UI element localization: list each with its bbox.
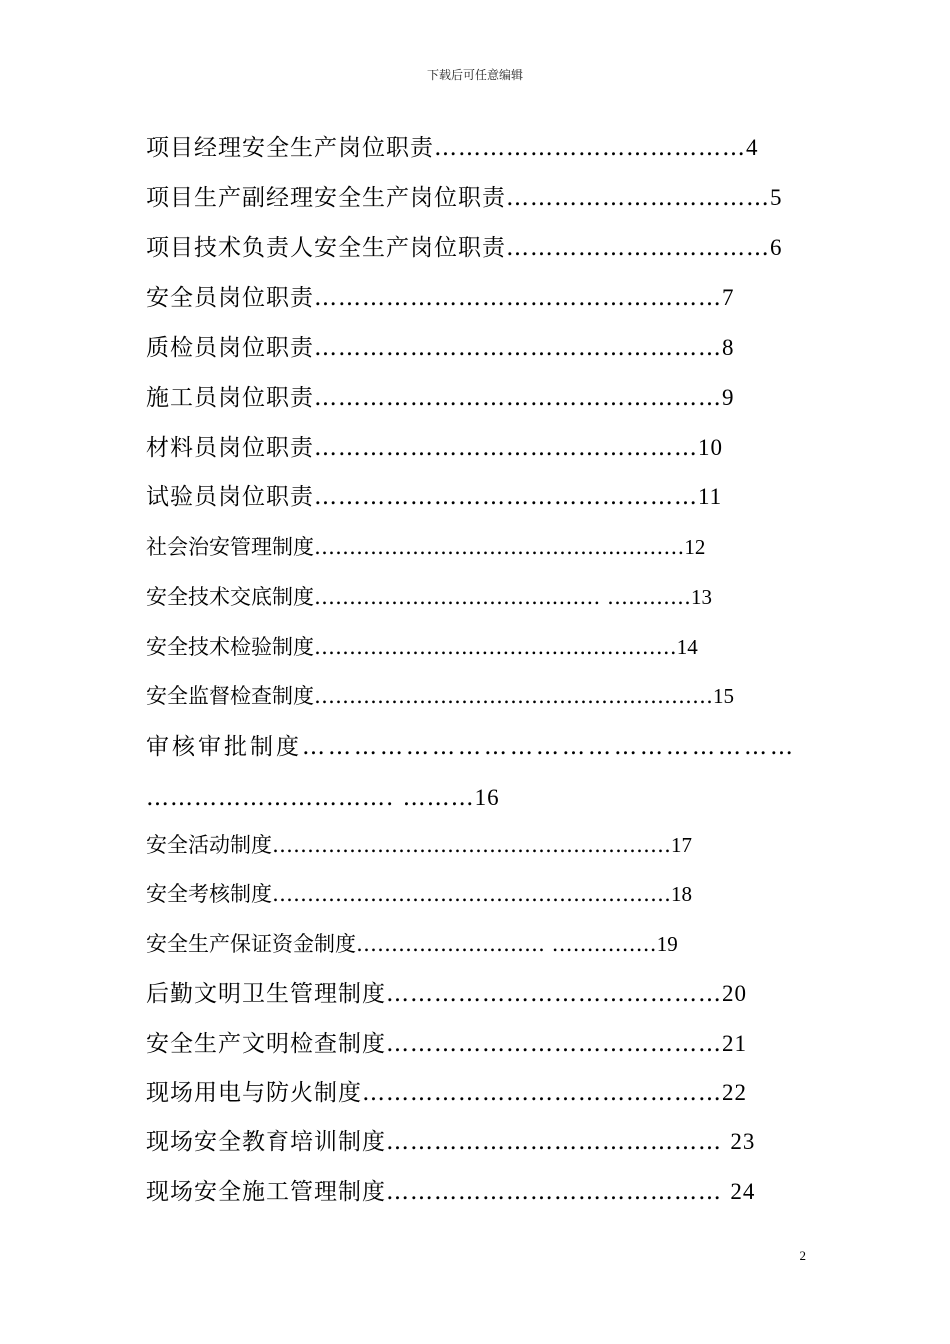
toc-title: 现场安全施工管理制度 — [146, 1179, 386, 1205]
toc-entry[interactable] — [146, 1130, 755, 1154]
toc-entry[interactable] — [146, 735, 796, 759]
toc-leader: …………………………… — [506, 185, 770, 211]
toc-leader: ………………………………………… — [314, 435, 698, 461]
toc-leader: ………………………………… — [434, 135, 746, 161]
toc-leader: ………………………………………… — [314, 484, 698, 510]
toc-entry-continued[interactable] — [146, 786, 500, 810]
toc-title: 安全技术交底制度 — [146, 585, 314, 609]
toc-page: 13 — [691, 585, 713, 609]
toc-page: 24 — [730, 1179, 756, 1204]
toc-entry[interactable] — [146, 982, 747, 1006]
toc-leader: …………………………… — [506, 235, 770, 261]
toc-page: 20 — [722, 981, 747, 1006]
toc-page: 23 — [730, 1129, 756, 1154]
toc-title: 材料员岗位职责 — [146, 435, 314, 461]
toc-entry[interactable] — [146, 286, 735, 310]
toc-leader: …………………………………………… — [314, 335, 722, 361]
toc-entry[interactable] — [146, 686, 734, 707]
toc-leader: ………………………………………………… — [314, 684, 713, 708]
page-number: 2 — [799, 1248, 806, 1263]
toc-title: 审核审批制度 — [146, 734, 302, 760]
toc-page: 21 — [722, 1031, 747, 1056]
toc-entry[interactable] — [146, 136, 759, 160]
toc-page: 15 — [713, 684, 734, 708]
toc-title: 项目生产副经理安全生产岗位职责 — [146, 185, 506, 211]
toc-leader: …………………………………… — [386, 1031, 722, 1057]
toc-entry[interactable] — [146, 587, 712, 608]
toc-leader: ………………………………………………… — [302, 734, 796, 760]
toc-entry[interactable] — [146, 336, 735, 360]
toc-entry[interactable] — [146, 637, 698, 658]
toc-leader: ……………………………………… — [362, 1080, 722, 1106]
toc-leader: ……………………………………..……… — [314, 535, 685, 559]
toc-entry[interactable] — [146, 1180, 755, 1204]
toc-leader: …………………..……………..………… — [314, 635, 677, 659]
toc-entry[interactable] — [146, 236, 783, 260]
toc-title: 安全员岗位职责 — [146, 285, 314, 311]
toc-entry[interactable] — [146, 884, 692, 905]
toc-leader: ……………………… …………… — [356, 932, 657, 956]
toc-leader: …………………………………… — [386, 1129, 731, 1155]
toc-title: 安全生产文明检查制度 — [146, 1031, 386, 1057]
toc-entry[interactable] — [146, 436, 723, 460]
toc-title: 安全监督检查制度 — [146, 684, 314, 708]
toc-title: 后勤文明卫生管理制度 — [146, 981, 386, 1007]
toc-entry[interactable] — [146, 386, 735, 410]
toc-entry[interactable] — [146, 537, 705, 558]
toc-page: 6 — [770, 235, 783, 260]
toc-page: 7 — [722, 285, 735, 310]
toc-page: 4 — [746, 135, 759, 160]
toc-title: 安全生产保证资金制度 — [146, 932, 356, 956]
toc-leader: …………………………. ……… — [146, 785, 475, 811]
toc-leader: …………………………………………… — [314, 285, 722, 311]
toc-title: 安全活动制度 — [146, 833, 272, 857]
toc-entry[interactable] — [146, 1081, 747, 1105]
toc-entry[interactable] — [146, 835, 692, 856]
toc-title: 质检员岗位职责 — [146, 335, 314, 361]
toc-page: 10 — [698, 435, 723, 460]
toc-entry[interactable] — [146, 1032, 747, 1056]
toc-leader: …………………………………………… — [314, 385, 722, 411]
toc-title: 社会治安管理制度 — [146, 535, 314, 559]
toc-title: 项目技术负责人安全生产岗位职责 — [146, 235, 506, 261]
toc-leader: …………………………………… — [386, 1179, 731, 1205]
toc-leader: ………………………………………………… — [272, 833, 671, 857]
toc-entry[interactable] — [146, 186, 783, 210]
toc-page: 12 — [684, 535, 706, 559]
toc-page: 18 — [671, 882, 692, 906]
toc-page: 11 — [698, 484, 723, 509]
page-header: 下载后可任意编辑 — [426, 68, 523, 82]
toc-page: 14 — [676, 635, 698, 659]
toc-page: 5 — [770, 185, 783, 210]
toc-title: 现场安全教育培训制度 — [146, 1129, 386, 1155]
toc-title: 项目经理安全生产岗位职责 — [146, 135, 434, 161]
toc-leader: …………………………………… — [386, 981, 722, 1007]
toc-page: 9 — [722, 385, 735, 410]
toc-page: 16 — [474, 785, 500, 810]
toc-page: 17 — [671, 833, 692, 857]
toc-title: 安全考核制度 — [146, 882, 272, 906]
toc-leader: ………………………………………………… — [272, 882, 671, 906]
toc-title: 现场用电与防火制度 — [146, 1080, 362, 1106]
toc-page: 8 — [722, 335, 735, 360]
toc-page: 22 — [722, 1080, 747, 1105]
toc-page: 19 — [656, 932, 678, 956]
toc-title: 试验员岗位职责 — [146, 484, 314, 510]
toc-title: 施工员岗位职责 — [146, 385, 314, 411]
toc-entry[interactable] — [146, 485, 722, 509]
toc-title: 安全技术检验制度 — [146, 635, 314, 659]
toc-entry[interactable] — [146, 934, 678, 955]
toc-leader: ……………………………..…… ………… — [314, 585, 692, 609]
